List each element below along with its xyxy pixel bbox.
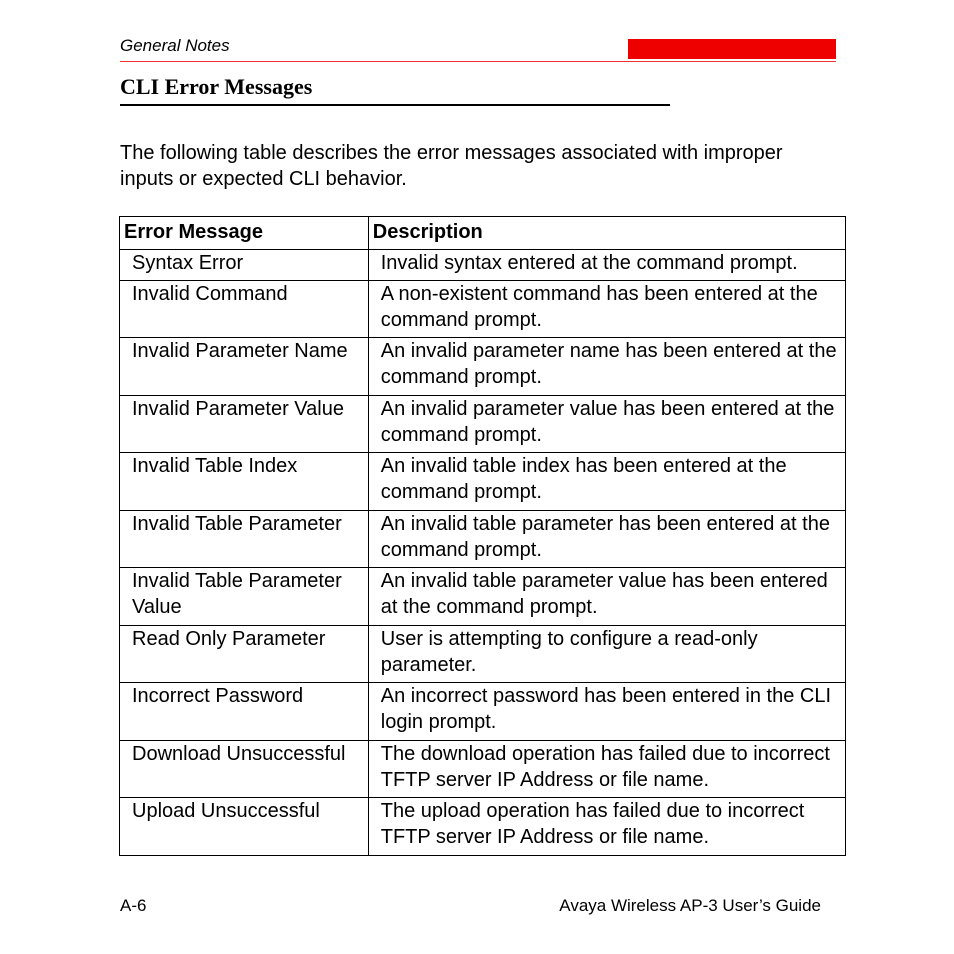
column-header-error-message: Error Message: [120, 217, 369, 250]
description-cell: A non-existent command has been entered at the command prompt.: [368, 281, 845, 338]
table-row: [120, 798, 846, 856]
header-accent-bar: [628, 39, 836, 59]
error-message-cell: Invalid Table Index: [120, 453, 369, 511]
table-row: [120, 250, 846, 281]
description-cell: The upload operation has failed due to incorrect TFTP server IP Address or file name.: [368, 798, 845, 856]
header-rule: [120, 61, 836, 62]
error-message-cell: Invalid Command: [120, 281, 369, 338]
description-cell: An incorrect password has been entered in the CLI login prompt.: [368, 683, 845, 741]
description-cell: User is attempting to configure a read-only parameter.: [368, 626, 845, 683]
error-message-cell: Invalid Table Parameter Value: [120, 568, 369, 626]
table-row: [120, 741, 846, 798]
error-message-cell: Invalid Parameter Name: [120, 338, 369, 396]
description-cell: Invalid syntax entered at the command prompt.: [368, 250, 845, 281]
description-cell: An invalid parameter value has been entered at the command prompt.: [368, 396, 845, 453]
page-title: CLI Error Messages: [120, 74, 313, 99]
table-row: [120, 626, 846, 683]
description-cell: An invalid table parameter value has been entered at the command prompt.: [368, 568, 845, 626]
error-message-cell: Invalid Parameter Value: [120, 396, 369, 453]
error-message-cell: Syntax Error: [120, 250, 369, 281]
table-row: [120, 511, 846, 568]
intro-paragraph: The following table describes the error messages associated with improper inputs or expected CLI behavior.: [120, 142, 783, 190]
column-header-description: Description: [368, 217, 845, 250]
description-cell: The download operation has failed due to incorrect TFTP server IP Address or file name.: [368, 741, 845, 798]
error-message-cell: Read Only Parameter: [120, 626, 369, 683]
table-row: [120, 683, 846, 741]
table-row: [120, 568, 846, 626]
error-messages-table: [119, 216, 846, 856]
error-message-cell: Invalid Table Parameter: [120, 511, 369, 568]
description-cell: An invalid table parameter has been entered at the command prompt.: [368, 511, 845, 568]
error-message-cell: Download Unsuccessful: [120, 741, 369, 798]
error-message-cell: Incorrect Password: [120, 683, 369, 741]
table-row: [120, 281, 846, 338]
table-row: [120, 338, 846, 396]
table-header-row: [120, 217, 846, 250]
running-header-section: General Notes: [120, 36, 230, 55]
table-row: [120, 396, 846, 453]
description-cell: An invalid parameter name has been entered at the command prompt.: [368, 338, 845, 396]
title-underline: [120, 104, 670, 106]
page-number: A-6: [120, 896, 147, 915]
error-message-cell: Upload Unsuccessful: [120, 798, 369, 856]
guide-title: Avaya Wireless AP-3 User’s Guide: [559, 896, 821, 915]
table-row: [120, 453, 846, 511]
description-cell: An invalid table index has been entered at the command prompt.: [368, 453, 845, 511]
